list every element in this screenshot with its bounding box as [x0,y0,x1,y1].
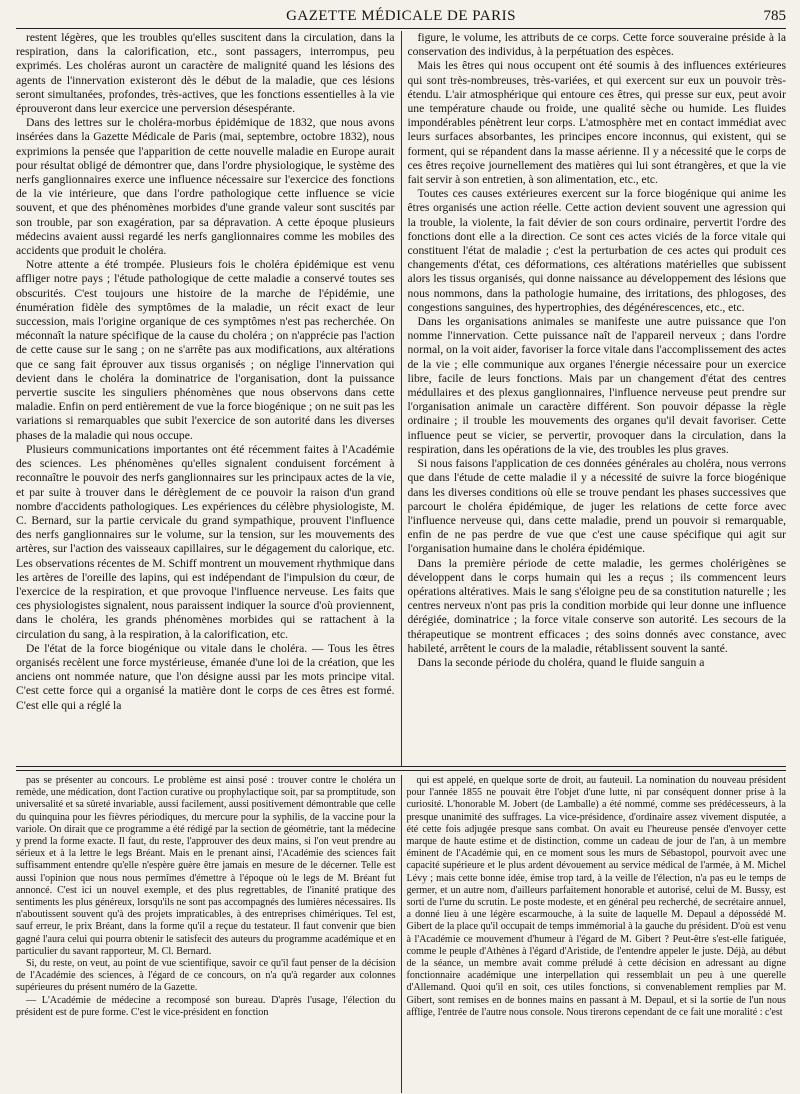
paragraph: restent légères, que les troubles qu'elles suscitent dans la circulation, dans la respiration, dans la calorification, etc., sont passagers, interrompus, peu exprimés. Les choléras auront un caractère de malignité quand les lésions des agents de l'innervation existeront dès le début de la maladie, que ces lésions seront simultanées, profondes, très-actives, que les fonctions essentielles à la vie éprouveront dans leur exercice une perversion désespérante. [16,31,395,116]
feuilleton-left-column [16,775,402,1093]
page-number: 785 [763,8,786,24]
paragraph: De l'état de la force biogénique ou vitale dans le choléra. — Tous les êtres organisés recèlent une force mystérieuse, émanée d'une loi de la création, que les anciens ont nommée nature, que l'on désigne aussi par les mots principe vital. C'est cette force qui a organisé la matière dont le corps de ces êtres est formé. C'est elle qui a réglé la [16,641,395,712]
paragraph: qui est appelé, en quelque sorte de droit, au fauteuil. La nomination du nouveau président pour l'année 1855 ne pouvait être l'objet d'une lutte, ni par conséquent donner prise à la curiosité. L'honorable M. Jobert (de Lamballe) a été nommé, comme ses prédécesseurs, à la presque unanimité des suffrages. La vice-présidence, d'ordinaire assez vivement disputée, a été cette fois adjugée presque sans combat. On avait eu l'heureuse pensée d'envoyer cette marque de haute estime et de distinction, comme un cadeau de jour de l'an, à un membre éminent de l'Académie qui, en ce moment sous les murs de Sébastopol, pourvoit avec une capacité supérieure et le plus ardent dévouement au service médical de l'armée, à M. Michel Lévy ; mais cette bonne idée, émise trop tard, à la veille de l'élection, n'a pas eu le temps de germer, et un autre nom, d'ailleurs parfaitement honorable et autorisé, celui de M. Bussy, est sorti de l'urne du scrutin. Le poste modeste, et en général peu recherché, de secrétaire annuel, a donné lieu à une légère escarmouche, à la suite de laquelle M. Depaul a dépossédé M. Gibert de la place qu'il occupait de temps immémorial à la gauche du président. D'où est venu à l'Académie ce mouvement d'humeur à l'égard de M. Gibert ? Peut-être s'est-elle fatiguée, comme le peuple d'Athènes à l'égard d'Aristide, de l'entendre appeler le juste. Déjà, au début de la séance, un membre avait comme préludé à cette décision en adressant au digne fonctionnaire académique une interpellation qui ressemblait un peu à une querelle d'Allemand. Quoi qu'il en soit, ces utiles fonctions, si convenablement remplies par M. Gibert, sont remises en de bonnes mains en passant à M. Depaul, et si la sortie de l'un nous afflige, l'entrée de l'autre nous console. Nous tirerons cependant de ce fait une moralité : c'est [406,775,786,1018]
paragraph: Toutes ces causes extérieures exercent sur la force biogénique qui anime les êtres organisés une action réelle. Cette action devient souvent une agression qui la trouble, la violente, la fait dévier de son cours ordinaire, pervertit l'ordre des fonctions dont elle a la direction. Ce sont ces actes viciés de la force vitale qui constituent l'état de maladie ; c'est la perturbation de ces actes qui produit ces changements d'état, ces déformations, ces altérations matérielles que subissent alors les tissus organisés, qui donne naissance au développement des lésions que nous nommons, dans la pathologie humaine, des irritations, des phlogoses, des congestions sanguines, des hypertrophies, des dégénérescences, etc., etc. [407,187,786,314]
page-header [16,6,786,29]
paragraph: Dans la première période de cette maladie, les germes cholérigènes se développent dans le corps humain qui les a reçus ; ils commencent leurs opérations altératives. Mais le sang s'éloigne peu de sa constitution naturelle ; les centres nerveux n'ont pas pris la condition morbide qui leur donne une influence dérégiée, dominatrice ; la force vitale conserve son autorité. Les secours de la thérapeutique se montrent efficaces ; des soins donnés avec constance, avec habileté, arrêtent le cours de la maladie, rétablissent souvent la santé. [407,556,786,655]
paragraph: Dans les organisations animales se manifeste une autre puissance que l'on nomme l'innervation. Cette puissance naît de l'appareil nerveux ; dans l'ordre normal, on la voit aider, favoriser la force vitale dans l'accomplissement des actes de la vie ; elle communique aux organes l'énergie nécessaire pour un exercice libre, facile de leurs fonctions. Mais par un changement d'état des centres médullaires et des plexus ganglionnaires, l'influence nerveuse peut prendre sur l'organisation animale un caractère différent. Son pouvoir dépasse la règle ordinaire ; il trouble les mouvements des organes qu'il devait favoriser. Cette influence peut se vicier, se pervertir, provoquer dans la circulation, dans la respiration, dans les opérations de la vie, des troubles les plus graves. [407,315,786,456]
paragraph: figure, le volume, les attributs de ce corps. Cette force souveraine préside à la conservation des individus, à la perpétuation des espèces. [407,31,786,59]
paragraph: pas se présenter au concours. Le problème est ainsi posé : trouver contre le choléra un remède, une médication, dont l'action curative ou prophylactique soit, par sa promptitude, son universalité et sa sûreté invariable, aussi facilement, aussi positivement démontrable que celle du quinquina pour les fièvres périodiques, du mercure pour la syphilis, de la vaccine pour la variole. On dirait que ce programme a été rédigé par la section de géométrie, tant la médecine y prend la forme exacte. Il faut, du reste, l'approuver des deux mains, si l'on veut prendre au sérieux et à la lettre le legs Bréant. Mais en le prenant ainsi, l'Académie des sciences fait suffisamment entendre qu'elle n'espère guère être jamais en mesure de le décerner. Telle est aussi l'opinion que nous nous permîmes d'émettre à l'époque où le legs de M. Bréant fut annoncé. C'est ici un nouvel exemple, et des plus regrettables, de l'inanité pratique des sentiments les plus généreux, lorsqu'ils ne sont pas accompagnés des lumières nécessaires. Ils n'aboutissent souvent qu'à des projets impraticables, à des entreprises chimériques. Tel est, sauf erreur, le prix Bréant, dans la forme qu'il a reçue du testateur. Il faut convenir que bien gagné l'aura celui qui pourra obtenir le satisfecit des auteurs du programme académique et en particulier du savant rapporteur, M. Cl. Bernard. [16,775,396,957]
main-article-left-column [16,31,402,766]
main-article-right-column [402,31,787,766]
paragraph: Dans la seconde période du choléra, quand le fluide sanguin a [417,655,705,669]
paragraph: Plusieurs communications importantes ont été récemment faites à l'Académie des sciences. Les phénomènes qu'elles signalent conduisent forcément à reconnaître le pouvoir des nerfs ganglionnaires sur les principaux actes de la vie, et par suite à trouver dans le dérèglement de ce pouvoir la raison d'un grand nombre d'accidents pathologiques. Les expériences du célèbre physiologiste, M. C. Bernard, sur la partie cervicale du grand sympathique, prouvent l'influence des nerfs ganglionnaires sur le volume, sur la tension, sur les mouvements des artères, sur l'action des vaisseaux capillaires, sur le dégagement du calorique, etc. Les observations récentes de M. Schiff montrent un mouvement rhythmique dans les artères de l'oreille des lapins, qui est indépendant de l'impulsion du cœur, de l'exercice de la respiration, et que provoque l'influence nerveuse. Les faits que ces physiologistes signalent, nous paraissent indiquer la source d'où proviennent, dans le choléra, les grands phénomènes morbides qui se rattachent à la circulation du sang, à la respiration, à la calorification, etc. [16,442,395,641]
feuilleton-right-column [402,775,787,1093]
paragraph: Dans des lettres sur le choléra-morbus épidémique de 1832, que nous avons insérées dans la Gazette Médicale de Paris (mai, septembre, octobre 1832), nous exprimions la pensée que l'apparition de cette nouvelle maladie en Europe aurait pour résultat obligé de démontrer que, dans l'ordre physiologique, le système des nerfs ganglionnaires exerce une influence nécessaire sur l'exercice des fonctions de la vie intérieure, que dans l'ordre pathologique cette influence se vicie souvent, et que des phénomènes morbides d'une grande valeur sont suscités par son trouble, par son exagération, par sa dépravation. A cette époque plusieurs médecins avaient aussi regardé les nerfs ganglionnaires comme les mobiles des accidents que produit le choléra. [16,116,395,258]
journal-title: GAZETTE MÉDICALE DE PARIS [286,8,516,24]
main-article [16,31,786,767]
paragraph: Si nous faisons l'application de ces données générales au choléra, nous verrons que dans l'étude de cette maladie il y a nécessité de suivre la force biogénique dans les diverses conditions où elle se trouve pendant les phases successives que parcourt le choléra épidémique, de juger les relations de cette force avec l'influence nerveuse qui, dans cette maladie, prend un pouvoir si remarquable, enfin de ne pas perdre de vue que c'est une cause spécifique qui agit sur l'organisation humaine dans le choléra épidémique. [407,457,786,556]
paragraph: — L'Académie de médecine a recomposé son bureau. D'après l'usage, l'élection du président est de pure forme. C'est le vice-président en fonction [16,994,396,1018]
paragraph: Notre attente a été trompée. Plusieurs fois le choléra épidémique est venu affliger notre pays ; l'étude pathologique de cette maladie a conservé toutes ses obscurités. C'est toujours une histoire de la marche de l'épidémie, une énumération fidèle des symptômes de la maladie, un récit exact de leur succession, mais l'origine organique de ces symptômes n'est pas recherchée. On méconnaît la nature spécifique de la cause du choléra ; on n'apprécie pas l'action de cette cause sur le sang ; on ne s'arrête pas aux modifications, aux altérations que ce sang fait éprouver aux tissus organisés ; on néglige l'innervation qui devient dans le choléra la dominatrice de l'organisation, dont la puissance pervertie suscite les singuliers phénomènes que nous observons dans cette maladie. Enfin on perd entièrement de vue la force biogénique ; on ne suit pas les variations si remarquables que subit l'exercice de son autorité dans les diverses phases de la maladie qui nous occupe. [16,258,395,442]
feuilleton-section [16,770,786,1093]
paragraph: Si, du reste, on veut, au point de vue scientifique, savoir ce qu'il faut penser de la décision de l'Académie des sciences, à l'égard de ce concours, on n'a qu'à regarder aux colonnes supérieures du présent numéro de la Gazette. [16,958,396,994]
paragraph: Mais les êtres qui nous occupent ont été soumis à des influences extérieures qui sont très-nombreuses, très-variées, et qui exercent sur eux un pouvoir très-étendu. L'air atmosphérique qui entoure ces êtres, qui presse sur eux, peut avoir une température chaude ou froide, une qualité sèche ou humide. Les fluides impondérables pénètrent leur corps. L'atmosphère met en contact immédiat avec leurs surfaces absorbantes, les principes encore inconnus, qui existent, qui se forment, qui se répandent dans la masse aérienne. Il y a nécessité que le corps de ces êtres reçoive journellement des matières qui lui sont étrangères, et que la vie fait servir à son entretien, à son alimentation, etc., etc. [407,59,786,187]
